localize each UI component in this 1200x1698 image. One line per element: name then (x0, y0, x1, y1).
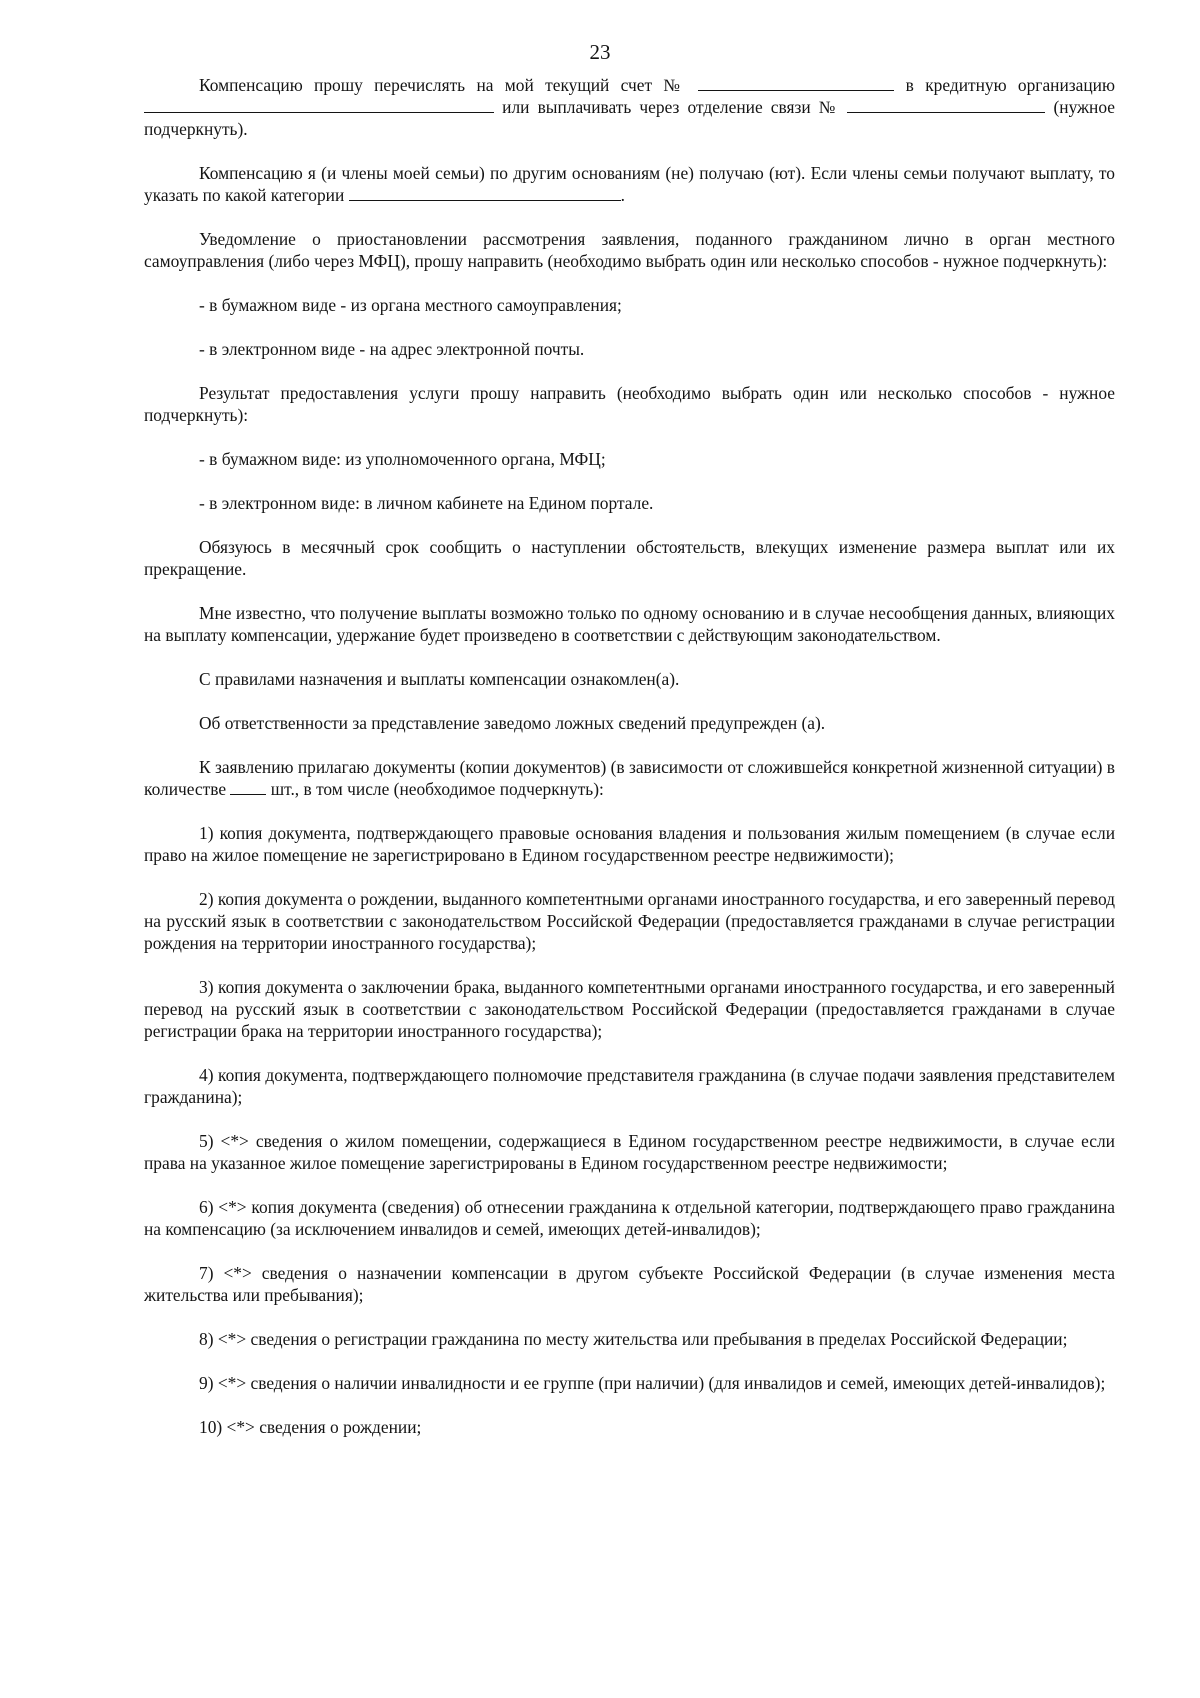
attachments-paragraph (144, 756, 1115, 800)
document-count-blank (230, 779, 266, 795)
awareness-paragraph: Мне известно, что получение выплаты возможно только по одному основанию и в случае несообщения данных, влияющих на выплату компенсации, удержание будет произведено в соответствии с действующим законодательством. (144, 603, 1115, 645)
credit-org-blank (144, 97, 494, 113)
paper-result-option: - в бумажном виде: из уполномоченного органа, МФЦ; (199, 449, 606, 469)
attachment-item: 8) <*> сведения о регистрации гражданина по месту жительства или пребывания в пределах Российской Федерации; (199, 1329, 1068, 1349)
category-blank (349, 185, 621, 201)
liability-warning: Об ответственности за представление заведомо ложных сведений предупрежден (а). (199, 713, 826, 733)
other-grounds-text: Компенсацию я (и члены моей семьи) по другим основаниям (не) получаю (ют). Если члены семьи получают выплату, то указать по какой категории (144, 163, 1115, 205)
credit-org-text: в кредитную организацию (905, 75, 1115, 95)
attachments-text-end: шт., в том числе (необходимое подчеркнуть): (270, 779, 604, 799)
paper-notice-option: - в бумажном виде - из органа местного самоуправления; (199, 295, 622, 315)
attachment-item: 6) <*> копия документа (сведения) об отнесении гражданина к отдельной категории, подтверждающего право гражданина на компенсацию (за исключением инвалидов и семей, имеющих детей-инвалидов); (144, 1197, 1115, 1239)
attachment-item: 3) копия документа о заключении брака, выданного компетентными органами иностранного государства, и его заверенный перевод на русский язык в соответствии с законодательством Российской Федерации (предоставляется гражданами в случае регистрации брака на территории иностранного государства); (144, 977, 1115, 1041)
page-number: 23 (589, 40, 611, 64)
rules-acknowledgement: С правилами назначения и выплаты компенсации ознакомлен(а). (199, 669, 680, 689)
electronic-result-option: - в электронном виде: в личном кабинете на Едином портале. (199, 493, 654, 513)
post-office-blank (847, 97, 1045, 113)
attachment-item: 9) <*> сведения о наличии инвалидности и ее группе (при наличии) (для инвалидов и семей, имеющих детей-инвалидов); (199, 1373, 1106, 1393)
other-grounds-end: . (620, 185, 625, 205)
suspension-notice-paragraph: Уведомление о приостановлении рассмотрения заявления, поданного гражданином лично в орган местного самоуправления (либо через МФЦ), прошу направить (необходимо выбрать один или несколько способов - нужное подчеркнуть): (144, 229, 1115, 271)
underline-note: (нужное подчеркнуть). (144, 97, 1115, 139)
email-notice-option: - в электронном виде - на адрес электронной почты. (199, 339, 585, 359)
other-grounds-paragraph (144, 162, 1115, 206)
compensation-account-paragraph (144, 74, 1115, 140)
post-office-text: или выплачивать через отделение связи № (502, 97, 840, 117)
attachment-item: 10) <*> сведения о рождении; (199, 1417, 422, 1437)
attachment-item: 1) копия документа, подтверждающего правовые основания владения и пользования жилым помещением (в случае если право на жилое помещение не зарегистрировано в Едином государственном реестре недвижимости); (144, 823, 1115, 865)
attachment-item: 4) копия документа, подтверждающего полномочие представителя гражданина (в случае подачи заявления представителем гражданина); (144, 1065, 1115, 1107)
attachment-item: 2) копия документа о рождении, выданного компетентными органами иностранного государства, и его заверенный перевод на русский язык в соответствии с законодательством Российской Федерации (предоставляется гражданами в случае регистрации рождения на территории иностранного государства); (144, 889, 1115, 953)
attachment-item: 5) <*> сведения о жилом помещении, содержащиеся в Едином государственном реестре недвижимости, в случае если права на указанное жилое помещение зарегистрированы в Едином государственном реестре недвижимости; (144, 1131, 1115, 1173)
result-delivery-paragraph: Результат предоставления услуги прошу направить (необходимо выбрать один или несколько способов - нужное подчеркнуть): (144, 383, 1115, 425)
account-number-blank (698, 75, 894, 91)
attachments-text: К заявлению прилагаю документы (копии документов) (в зависимости от сложившейся конкретной жизненной ситуации) в количестве (144, 757, 1116, 799)
attachment-item: 7) <*> сведения о назначении компенсации в другом субъекте Российской Федерации (в случае изменения места жительства или пребывания); (144, 1263, 1115, 1305)
obligation-paragraph: Обязуюсь в месячный срок сообщить о наступлении обстоятельств, влекущих изменение размера выплат или их прекращение. (144, 537, 1115, 579)
account-text: Компенсацию прошу перечислять на мой текущий счет № (199, 75, 688, 95)
document-body (144, 74, 1115, 1438)
